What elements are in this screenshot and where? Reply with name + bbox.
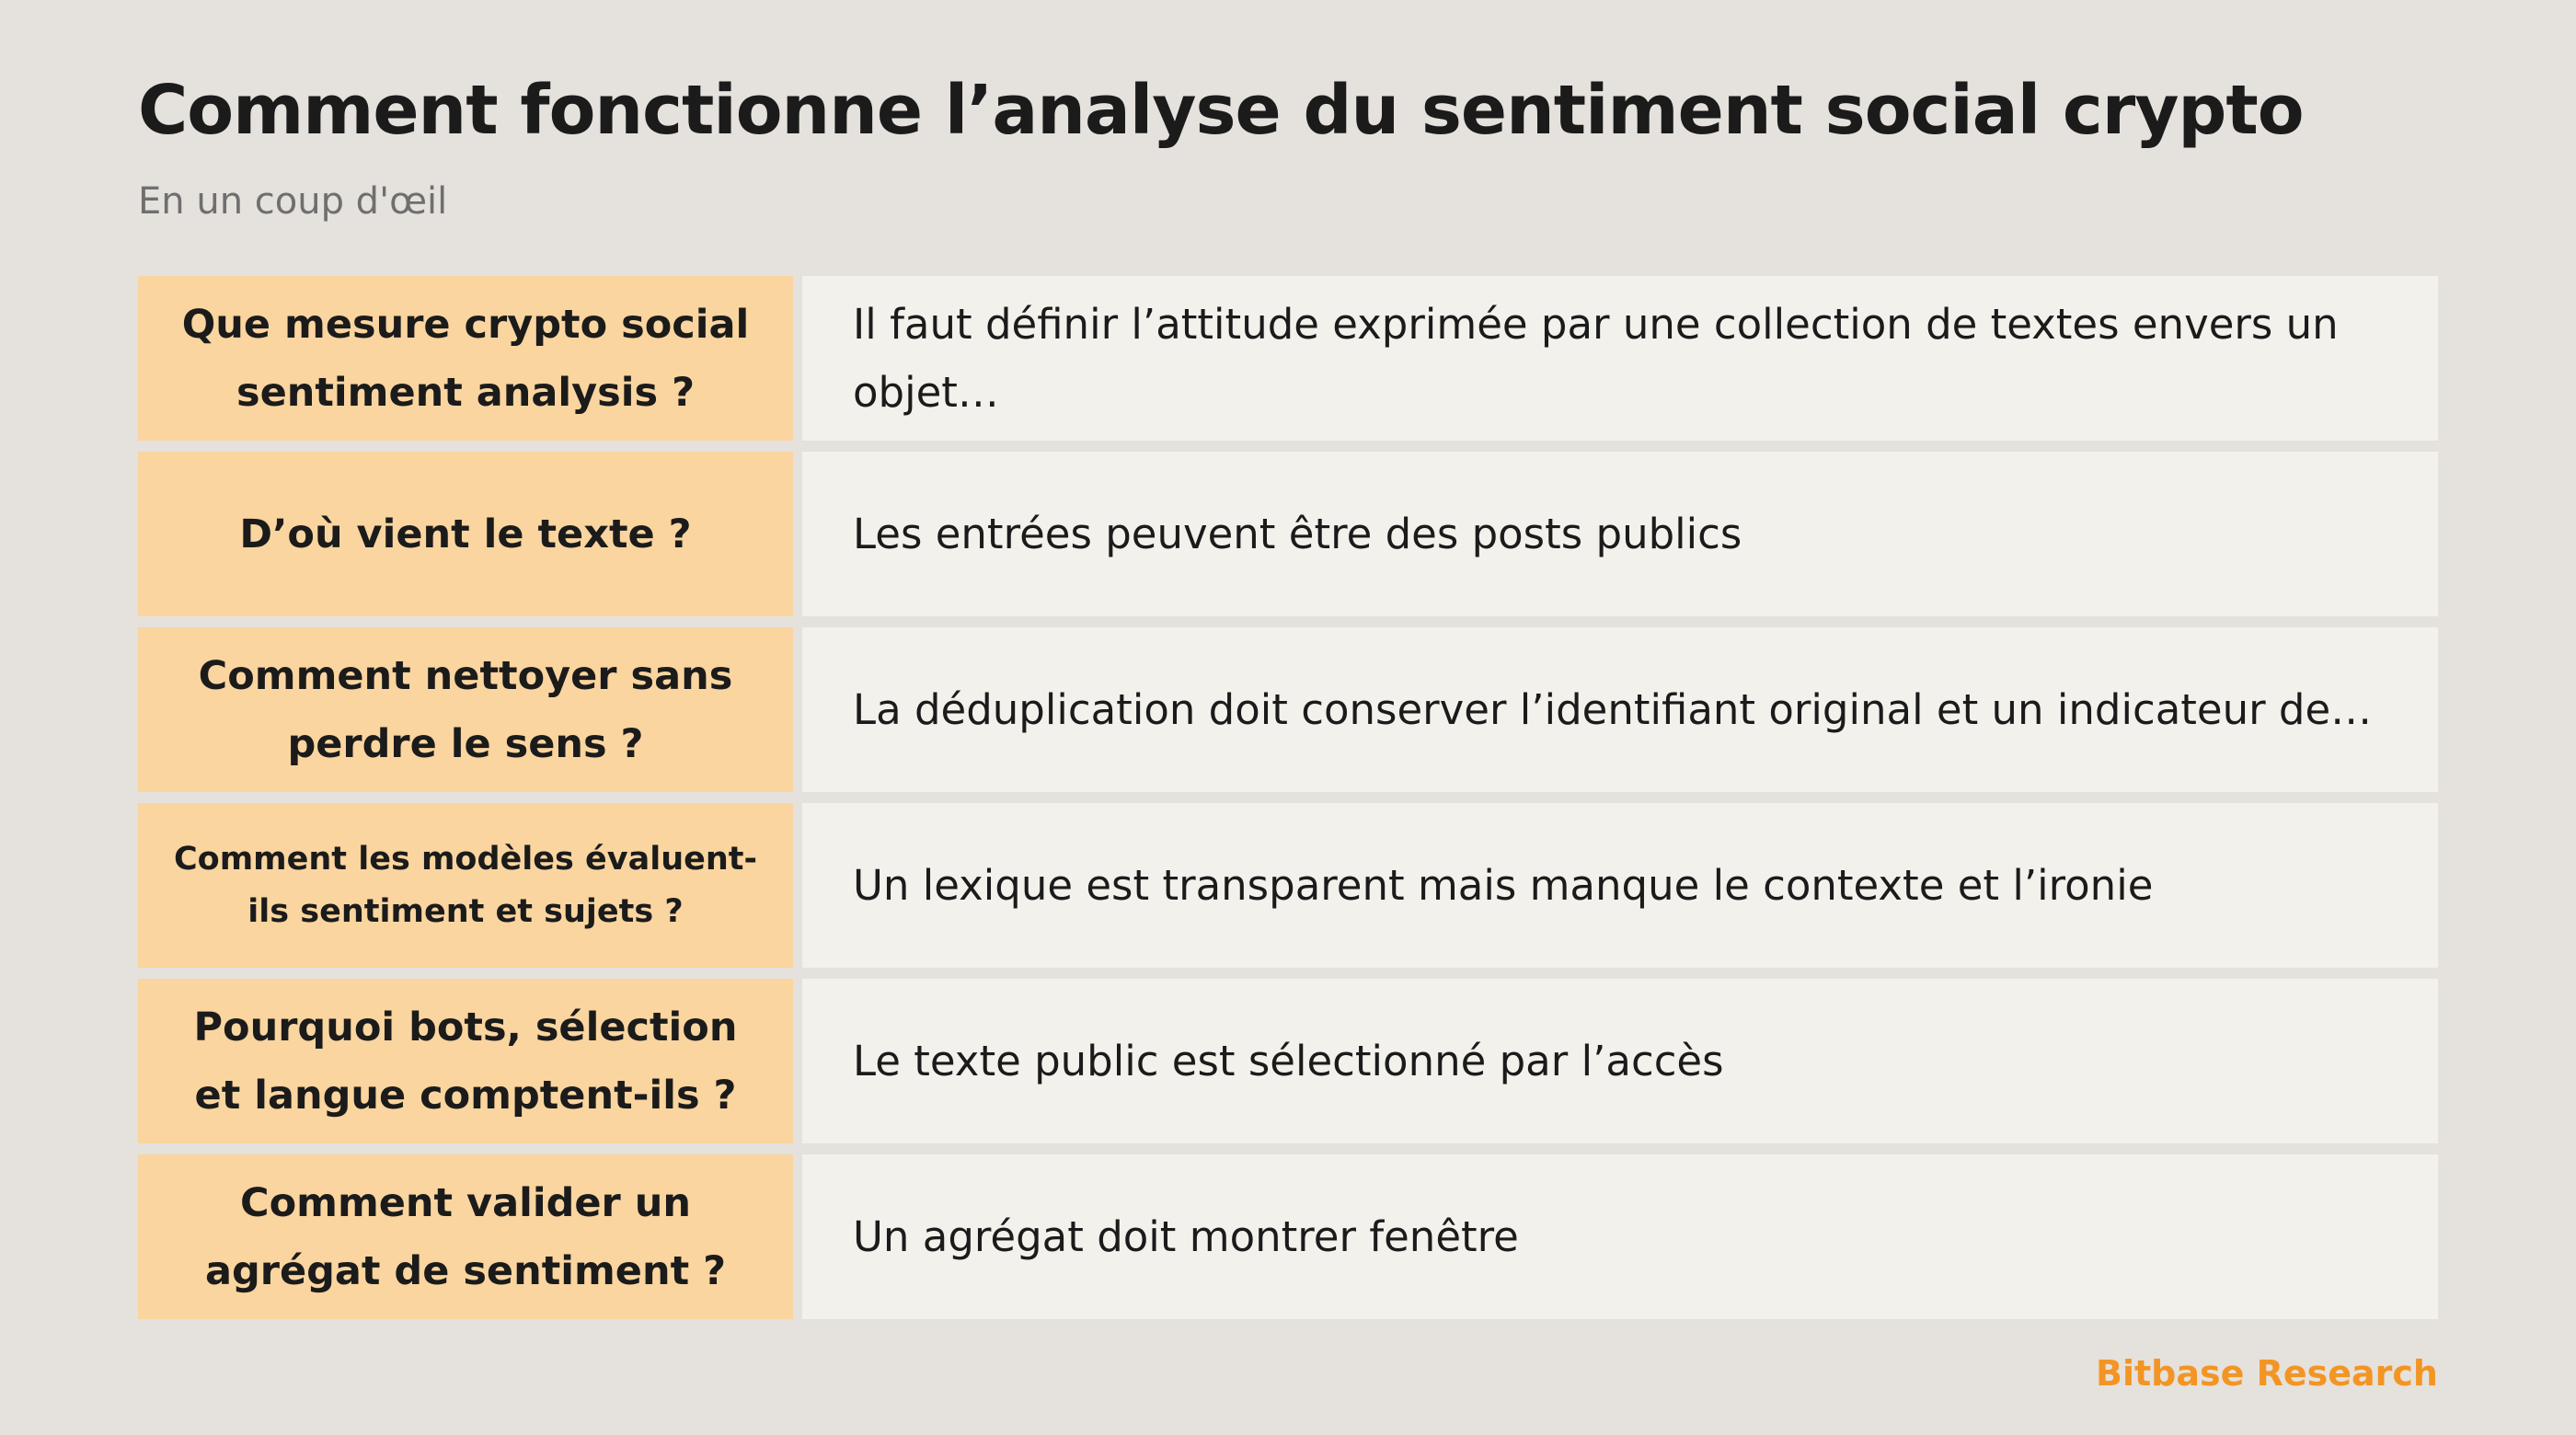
- faq-question: Comment nettoyer sans perdre le sens ?: [138, 627, 793, 792]
- faq-row: [138, 276, 2438, 441]
- faq-question: Comment les modèles évaluent-ils sentiment et sujets ?: [138, 803, 793, 968]
- faq-question: Que mesure crypto social sentiment analysis ?: [138, 276, 793, 441]
- page-subtitle: En un coup d'œil: [138, 180, 448, 223]
- faq-answer: Il faut définir l’attitude exprimée par une collection de textes envers un objet…: [802, 276, 2438, 441]
- faq-answer: La déduplication doit conserver l’identifiant original et un indicateur de…: [802, 627, 2438, 792]
- brand-footer: Bitbase Research: [2095, 1353, 2438, 1394]
- faq-answer: Un lexique est transparent mais manque le contexte et l’ironie: [802, 803, 2438, 968]
- faq-row: [138, 979, 2438, 1143]
- faq-question: D’où vient le texte ?: [138, 452, 793, 616]
- faq-row: [138, 1154, 2438, 1319]
- faq-row: [138, 803, 2438, 968]
- faq-question: Comment valider un agrégat de sentiment ?: [138, 1154, 793, 1319]
- faq-answer: Le texte public est sélectionné par l’accès: [802, 979, 2438, 1143]
- faq-question: Pourquoi bots, sélection et langue comptent-ils ?: [138, 979, 793, 1143]
- page-title: Comment fonctionne l’analyse du sentiment social crypto: [138, 71, 2304, 150]
- faq-row: [138, 627, 2438, 792]
- faq-answer: Un agrégat doit montrer fenêtre: [802, 1154, 2438, 1319]
- faq-table: [138, 276, 2438, 1319]
- faq-row: [138, 452, 2438, 616]
- faq-answer: Les entrées peuvent être des posts publics: [802, 452, 2438, 616]
